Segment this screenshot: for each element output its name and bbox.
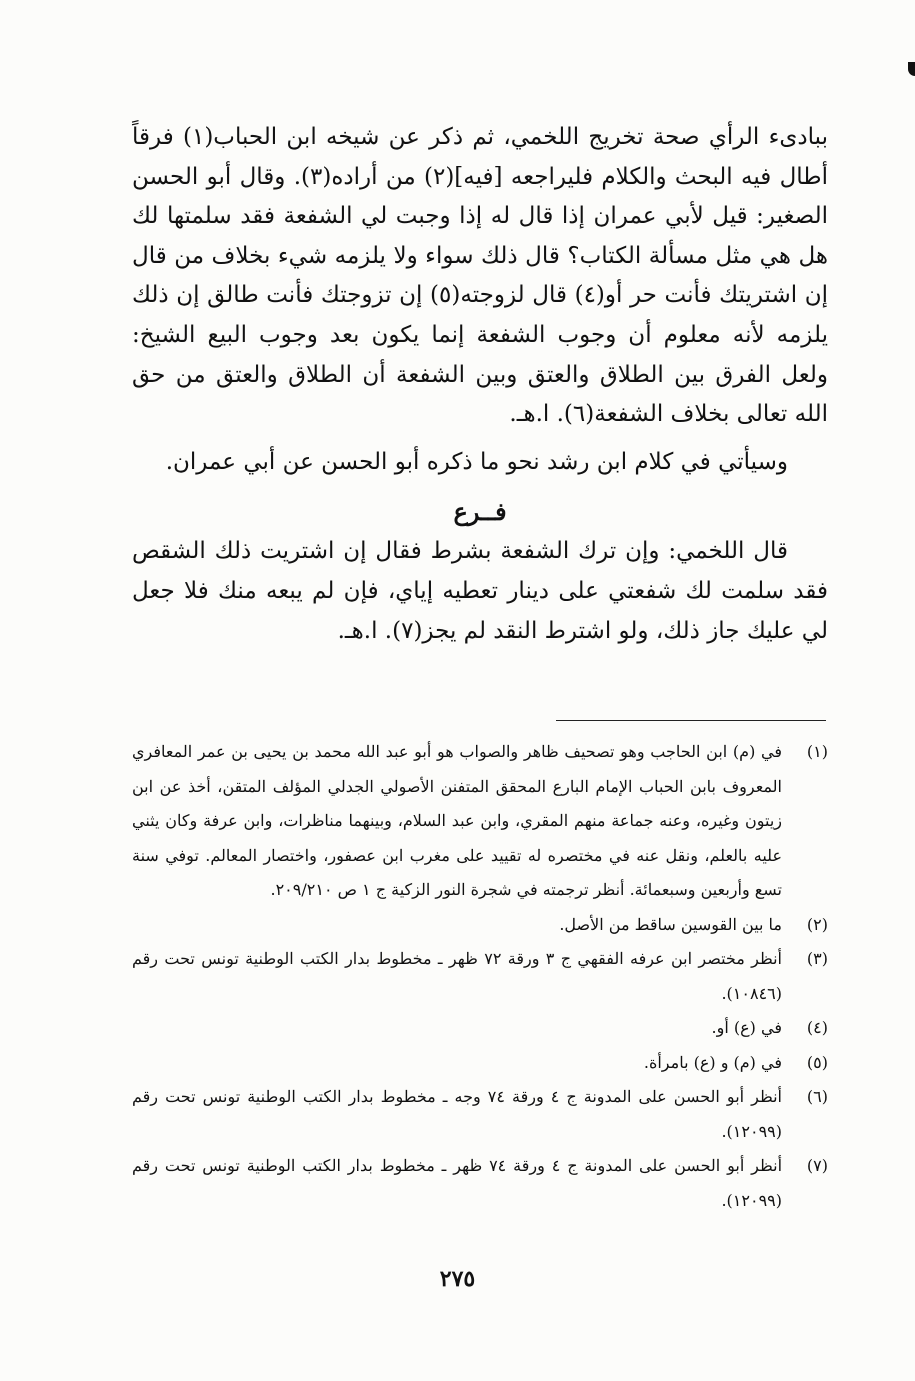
paragraph-1: ببادىء الرأي صحة تخريج اللخمي، ثم ذكر عن شيخه ابن الحباب(١) فرقاً أطال فيه البحث والكلام فليراجعه [فيه](٢) من أراده(٣). وقال أبو الحسن الصغير: قيل لأبي عمران إذا قال له إذا وجبت لي الشفعة فقد سلمتها لك هل هي مثل مسألة الكتاب؟ قال ذلك سواء ولا يلزمه شيء بخلاف من قال إن اشتريتك فأنت حر أو(٤) قال لزوجته(٥) إن تزوجتك فأنت طالق إن ذلك يلزمه لأنه معلوم أن وجوب الشفعة إنما يكون بعد وجوب البيع الشيخ: ولعل الفرق بين الطلاق والعتق وبين الشفعة أن الطلاق والعتق من حق الله تعالى بخلاف الشفعة(٦). ا.هـ.: [132, 124, 829, 428]
footnote: [132, 1046, 828, 1081]
page-edge-mark: [908, 62, 915, 76]
footnote-number: (٧): [806, 1156, 828, 1175]
footnote-text: أنظر أبو الحسن على المدونة ج ٤ ورقة ٧٤ وجه ـ مخطوط بدار الكتب الوطنية تونس تحت رقم (١٢٠٩٩).: [132, 1087, 782, 1141]
footnote: [132, 735, 828, 908]
section-heading: فــرع: [453, 497, 507, 527]
footnote: [132, 908, 828, 943]
footnote-number: (١): [806, 742, 828, 761]
footnote-number: (٥): [806, 1052, 828, 1072]
footnote-number: (٢): [806, 914, 828, 934]
main-text: [132, 118, 828, 651]
footnote: [132, 1149, 828, 1218]
footnote: [132, 942, 828, 1011]
footnote-separator: [556, 720, 826, 721]
footnote-text: ما بين القوسين ساقط من الأصل.: [559, 914, 782, 934]
footnote-text: في (ع) أو.: [711, 1018, 782, 1037]
footnotes: [132, 735, 828, 1218]
footnote-number: (٤): [806, 1018, 828, 1037]
footnote: [132, 1080, 828, 1149]
footnote-text: أنظر مختصر ابن عرفه الفقهي ج ٣ ورقة ٧٢ ظهر ـ مخطوط بدار الكتب الوطنية تونس تحت رقم (١٠٨٤٦).: [132, 949, 782, 1003]
footnote-number: (٦): [806, 1087, 828, 1106]
footnote: [132, 1011, 828, 1046]
footnote-number: (٣): [806, 949, 828, 968]
paragraph-2: وسيأتي في كلام ابن رشد نحو ما ذكره أبو الحسن عن أبي عمران.: [165, 448, 788, 475]
footnote-text: في (م) و (ع) بامرأة.: [643, 1052, 782, 1072]
page-number: ٢٧٥: [439, 1266, 476, 1292]
footnote-text: في (م) ابن الحاجب وهو تصحيف ظاهر والصواب هو أبو عبد الله محمد بن يحيى بن عمر المعافري المعروف بابن الحباب الإمام البارع المحقق المتفنن الأصولي الجدلي المؤلف المتقن، أخذ عن ابن زيتون وغيره، وعنه جماعة منهم المقري، وابن عبد السلام، وبينهما مناظرات، وابن عرفة وكان يثني عليه بالعلم، ونقل عنه في مختصره له تقييد على مغرب ابن عصفور، واختصار المعالم. توفي سنة تسع وأربعين وسبعمائة. أنظر ترجمته في شجرة النور الزكية ج ١ ص ٢٠٩/٢١٠.: [132, 742, 783, 899]
footnote-text: أنظر أبو الحسن على المدونة ج ٤ ورقة ٧٤ ظهر ـ مخطوط بدار الكتب الوطنية تونس تحت رقم (١٢٠٩٩).: [132, 1156, 783, 1210]
paragraph-3: قال اللخمي: وإن ترك الشفعة بشرط فقال إن اشتريت ذلك الشقص فقد سلمت لك شفعتي على دينار تعطيه إياي، فإن لم يبعه منك فلا جعل لي عليك جاز ذلك، ولو اشترط النقد لم يجز(٧). ا.هـ.: [132, 538, 828, 644]
